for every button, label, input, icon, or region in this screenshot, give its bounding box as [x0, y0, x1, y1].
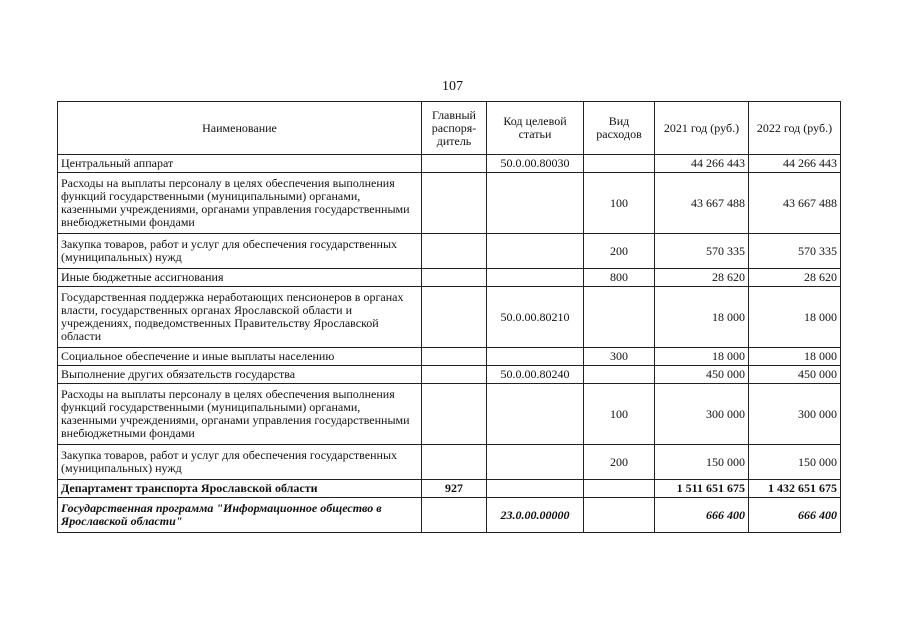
table-row [58, 173, 841, 234]
table-row-program [58, 498, 841, 533]
cell-2021: 18 000 [655, 287, 749, 348]
table-row [58, 445, 841, 480]
cell-code [487, 234, 584, 269]
cell-code [487, 445, 584, 480]
cell-kind: 100 [584, 384, 655, 445]
cell-name: Расходы на выплаты персоналу в целях обеспечения выполнения функций государственными (муниципальными) органами, казенными учреждениями, органами управления государственными внебюджетными фондами [58, 173, 422, 234]
cell-2021: 18 000 [655, 348, 749, 366]
cell-2021: 300 000 [655, 384, 749, 445]
cell-name: Иные бюджетные ассигнования [58, 269, 422, 287]
cell-code [487, 384, 584, 445]
cell-2022: 28 620 [749, 269, 841, 287]
cell-kind [584, 498, 655, 533]
cell-2022: 666 400 [749, 498, 841, 533]
cell-chief [422, 498, 487, 533]
cell-code [487, 348, 584, 366]
cell-2021: 44 266 443 [655, 155, 749, 173]
cell-name: Департамент транспорта Ярославской области [58, 480, 422, 498]
cell-code: 50.0.00.80030 [487, 155, 584, 173]
cell-kind [584, 155, 655, 173]
table-row [58, 234, 841, 269]
cell-2021: 570 335 [655, 234, 749, 269]
header-chief: Главный распоря-дитель [422, 102, 487, 155]
cell-2022: 150 000 [749, 445, 841, 480]
cell-name: Закупка товаров, работ и услуг для обеспечения государственных (муниципальных) нужд [58, 234, 422, 269]
cell-chief [422, 348, 487, 366]
table-row [58, 287, 841, 348]
cell-chief [422, 269, 487, 287]
header-kind: Вид расходов [584, 102, 655, 155]
cell-name: Государственная поддержка неработающих пенсионеров в органах власти, государственных органах Ярославской области и учреждениях, подведомственных Правительству Ярославской области [58, 287, 422, 348]
cell-kind [584, 480, 655, 498]
cell-2021: 28 620 [655, 269, 749, 287]
header-2022: 2022 год (руб.) [749, 102, 841, 155]
header-2021: 2021 год (руб.) [655, 102, 749, 155]
cell-2022: 18 000 [749, 287, 841, 348]
cell-code [487, 173, 584, 234]
cell-kind: 800 [584, 269, 655, 287]
cell-2022: 18 000 [749, 348, 841, 366]
cell-code [487, 269, 584, 287]
cell-2022: 43 667 488 [749, 173, 841, 234]
table-row-department [58, 480, 841, 498]
cell-chief [422, 445, 487, 480]
cell-name: Социальное обеспечение и иные выплаты населению [58, 348, 422, 366]
table-row [58, 384, 841, 445]
cell-code: 50.0.00.80240 [487, 366, 584, 384]
cell-2021: 450 000 [655, 366, 749, 384]
cell-chief [422, 155, 487, 173]
cell-kind: 300 [584, 348, 655, 366]
cell-2021: 150 000 [655, 445, 749, 480]
cell-name: Расходы на выплаты персоналу в целях обеспечения выполнения функций государственными (муниципальными) органами, казенными учреждениями, органами управления государственными внебюджетными фондами [58, 384, 422, 445]
table-row [58, 366, 841, 384]
cell-code: 23.0.00.00000 [487, 498, 584, 533]
cell-code [487, 480, 584, 498]
header-name: Наименование [58, 102, 422, 155]
table-row [58, 348, 841, 366]
cell-kind: 200 [584, 234, 655, 269]
table-row [58, 269, 841, 287]
cell-name: Закупка товаров, работ и услуг для обеспечения государственных (муниципальных) нужд [58, 445, 422, 480]
cell-chief [422, 234, 487, 269]
cell-chief [422, 287, 487, 348]
cell-2022: 300 000 [749, 384, 841, 445]
cell-chief [422, 384, 487, 445]
cell-2022: 1 432 651 675 [749, 480, 841, 498]
cell-name: Государственная программа "Информационное общество в Ярославской области" [58, 498, 422, 533]
cell-kind: 200 [584, 445, 655, 480]
table-header-row [58, 102, 841, 155]
cell-name: Выполнение других обязательств государства [58, 366, 422, 384]
cell-kind [584, 366, 655, 384]
cell-2021: 43 667 488 [655, 173, 749, 234]
cell-name: Центральный аппарат [58, 155, 422, 173]
header-code: Код целевой статьи [487, 102, 584, 155]
cell-2021: 1 511 651 675 [655, 480, 749, 498]
cell-2021: 666 400 [655, 498, 749, 533]
page-number: 107 [442, 79, 463, 94]
cell-2022: 450 000 [749, 366, 841, 384]
cell-kind [584, 287, 655, 348]
cell-2022: 44 266 443 [749, 155, 841, 173]
cell-chief [422, 366, 487, 384]
cell-code: 50.0.00.80210 [487, 287, 584, 348]
cell-kind: 100 [584, 173, 655, 234]
cell-chief: 927 [422, 480, 487, 498]
table-row [58, 155, 841, 173]
cell-2022: 570 335 [749, 234, 841, 269]
budget-table [57, 101, 841, 533]
cell-chief [422, 173, 487, 234]
